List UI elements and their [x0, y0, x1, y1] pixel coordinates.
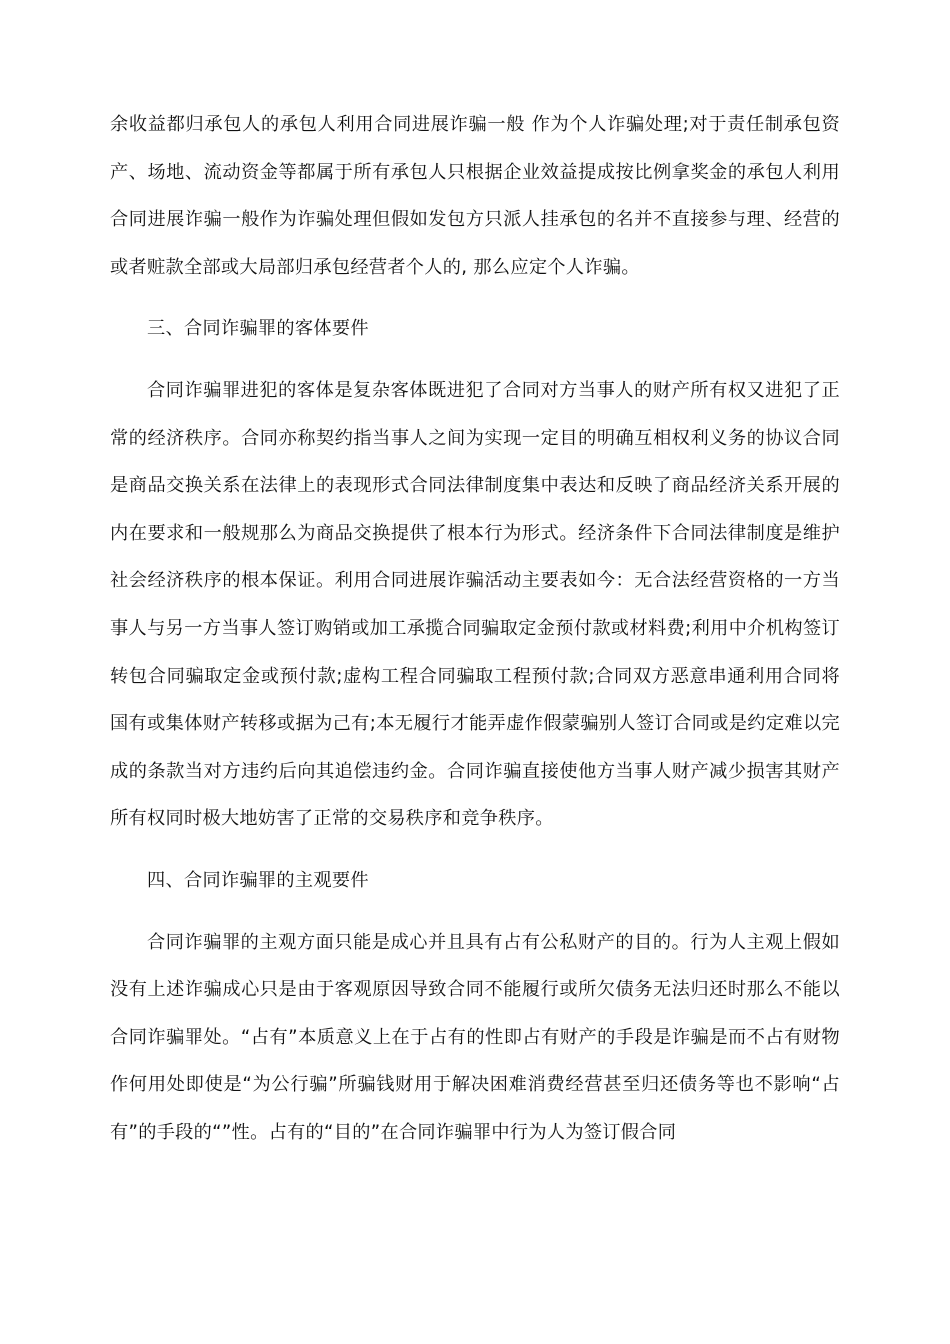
paragraph-object-element: 合同诈骗罪进犯的客体是复杂客体既进犯了合同对方当事人的财产所有权又进犯了正常的经济秩序。合同亦称契约指当事人之间为实现一定目的明确互相权利义务的协议合同是商品交换关系在法律上的表现形式合同法律制度集中表达和反映了商品经济关系开展的内在要求和一般规那么为商品交换提供了根本行为形式。经济条件下合同法律制度是维护社会经济秩序的根本保证。利用合同进展诈骗活动主要表如今：无合法经营资格的一方当事人与另一方当事人签订购销或加工承揽合同骗取定金预付款或材料费;利用中介机构签订转包合同骗取定金或预付款;虚构工程合同骗取工程预付款;合同双方恶意串通利用合同将国有或集体财产转移或据为己有;本无履行才能弄虚作假蒙骗别人签订合同或是约定难以完成的条款当对方违约后向其追偿违约金。合同诈骗直接使他方当事人财产减少损害其财产所有权同时极大地妨害了正常的交易秩序和竞争秩序。 — [110, 379, 840, 830]
paragraph-gap — [110, 353, 840, 367]
paragraph-contract-liability: 余收益都归承包人的承包人利用合同进展诈骗一般 作为个人诈骗处理;对于责任制承包资产、场地、流动资金等都属于所有承包人只根据企业效益提成按比例拿奖金的承包人利用合同进展诈骗一般作为诈骗处理但假如发包方只派人挂承包的名并不直接参与理、经营的或者赃款全部或大局部归承包经营者个人的, 那么应定个人诈骗。 — [110, 114, 840, 278]
section-heading-object-element: 三、合同诈骗罪的客体要件 — [147, 318, 369, 340]
paragraph-gap — [110, 905, 840, 919]
paragraph-gap — [110, 291, 840, 305]
document-page — [110, 101, 840, 1156]
paragraph-gap — [110, 843, 840, 857]
paragraph-subjective-element: 合同诈骗罪的主观方面只能是成心并且具有占有公私财产的目的。行为人主观上假如没有上述诈骗成心只是由于客观原因导致合同不能履行或所欠债务无法归还时那么不能以合同诈骗罪处。“占有”本质意义上在于占有的性即占有财产的手段是诈骗是而不占有财物作何用处即使是“为公行骗”所骗钱财用于解决困难消费经营甚至归还债务等也不影响“占有”的手段的“”性。占有的“目的”在合同诈骗罪中行为人为签订假合同 — [110, 931, 840, 1143]
section-heading-subjective-element: 四、合同诈骗罪的主观要件 — [147, 869, 369, 891]
